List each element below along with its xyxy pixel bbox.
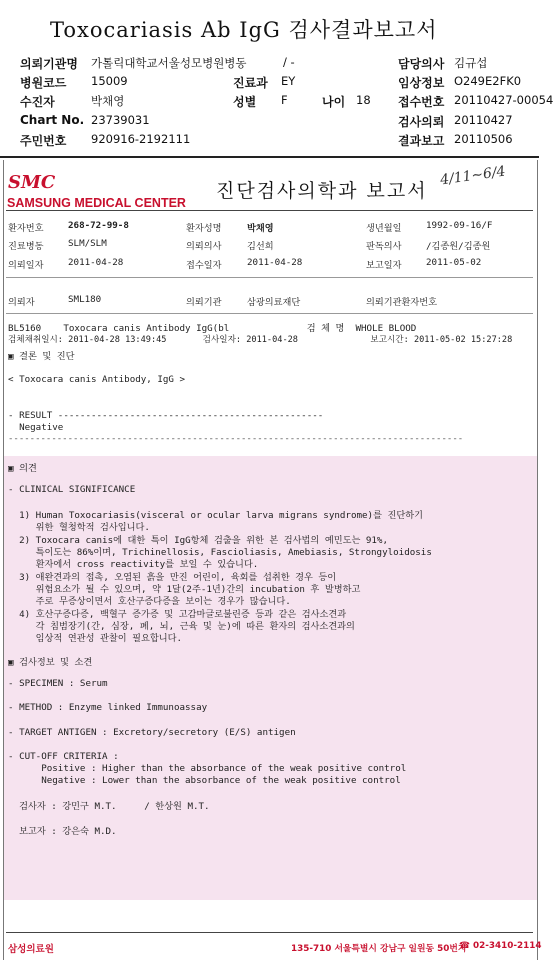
value-receipt-no: 20110427-00054 (454, 93, 553, 107)
test-line: BL5160 Toxocara canis Antibody IgG(bl 검 체 명 WHOLE BLOOD (8, 323, 417, 334)
value-request-date: 2011-04-28 (68, 257, 124, 268)
clinical-line: 임상적 연관성 관찰이 필요합니다. (8, 633, 183, 644)
reporter: 보고자 : 강은숙 M.D. (8, 826, 117, 837)
label-requesting-org: 의뢰기관 (186, 297, 222, 308)
info-rule (6, 277, 533, 278)
value-test-request: 20110427 (454, 113, 513, 127)
label-clinical-info: 임상정보 (398, 76, 445, 90)
clinical-line: 1) Human Toxocariasis(visceral or ocular larva migrans syndrome)를 진단하기 (8, 510, 423, 521)
clinical-line: 4) 호산구증다증, 백혈구 증가증 및 고감마글로불린증 등과 같은 검사소견과 (8, 609, 347, 620)
result-divider: ------------------------------------------------------------------------------------ (8, 434, 464, 444)
value-age: 18 (356, 93, 371, 107)
value-requester: SML180 (68, 294, 102, 305)
label-patient: 수진자 (20, 95, 55, 109)
clinical-line: 3) 애완견과의 접촉, 오염된 흙을 만진 어린이, 육회를 섭취한 경우 등이 (8, 572, 337, 583)
handwritten-note: 4/11~6/4 (439, 163, 507, 189)
footer-phone: ☎ 02-3410-2114 (459, 941, 542, 951)
clinical-line: 환자에서 cross reactivity를 보일 수 있습니다. (8, 559, 259, 570)
clinical-line: 2) Toxocara canis에 대한 특이 IgG항체 검출을 위한 본 검사법의 예민도는 91%, (8, 535, 388, 546)
target-antigen: - TARGET ANTIGEN : Excretory/secretory (E/S) antigen (8, 727, 296, 738)
result-item: < Toxocara canis Antibody, IgG > (8, 374, 186, 385)
clinical-label: - CLINICAL SIGNIFICANCE (8, 484, 136, 495)
label-chart-no: Chart No. (20, 113, 85, 127)
clinical-line: 위험요소가 될 수 있으며, 약 1달(2주-1년)간의 incubation 후 발병하고 (8, 584, 361, 595)
section-opinion: ▣ 의견 (8, 463, 37, 474)
value-department: EY (281, 74, 296, 88)
value-reading-doctor: /김종원/김종원 (426, 241, 491, 252)
label-requesting-doctor: 의뢰의사 (186, 241, 222, 252)
clinical-line: 특이도는 86%이며, Trichinellosis, Fascioliasis, Amebiasis, Strongyloidosis (8, 547, 432, 558)
value-resident-no: 920916-2192111 (91, 132, 191, 146)
value-patient: 박채영 (91, 94, 125, 108)
footer-institution: 삼성의료원 (8, 944, 54, 955)
test-rule (6, 313, 533, 314)
label-reading-doctor: 판독의사 (366, 241, 402, 252)
cutoff-label: - CUT-OFF CRITERIA : (8, 751, 119, 762)
label-department: 진료과 (233, 76, 268, 90)
value-ward-report: SLM/SLM (68, 238, 107, 249)
value-attending-doctor: 김규섭 (454, 56, 488, 70)
summary-header (0, 0, 553, 158)
result-label: - RESULT ------------------------------------------------ (8, 410, 324, 421)
value-sex: F (281, 93, 288, 107)
examiner: 검사자 : 강민구 M.T. / 한상원 M.T. (8, 801, 210, 812)
value-clinical-info: O249E2FK0 (454, 74, 522, 88)
page-title: Toxocariasis Ab IgG 검사결과보고서 (50, 18, 438, 42)
result-value: Negative (8, 422, 64, 433)
clinical-line: 위한 혈청학적 검사입니다. (8, 522, 150, 533)
label-patient-name: 환자성명 (186, 223, 222, 234)
value-requesting-institution: 가톨릭대학교서울성모병원병동 (91, 56, 247, 70)
label-receipt-date: 접수일자 (186, 260, 222, 271)
specimen: - SPECIMEN : Serum (8, 678, 108, 689)
value-birth: 1992-09-16/F (426, 220, 493, 231)
value-patient-no: 268-72-99-8 (68, 220, 129, 231)
times-line: 검체채취일시: 2011-04-28 13:49:45 검사일자: 2011-04-28 보고시간: 2011-05-02 15:27:28 (8, 335, 513, 345)
label-requesting-institution: 의뢰기관명 (20, 57, 78, 71)
title-rule (6, 210, 533, 211)
label-request-date: 의뢰일자 (8, 260, 44, 271)
section-result: ▣ 결론 및 진단 (8, 351, 75, 362)
value-result-report: 20110506 (454, 132, 513, 146)
header-divider (0, 156, 539, 158)
value-receipt-date: 2011-04-28 (247, 257, 303, 268)
smc-logo: SMC (8, 172, 56, 193)
label-hospital-code: 병원코드 (20, 76, 67, 90)
label-resident-no: 주민번호 (20, 134, 67, 148)
value-requesting-doctor: 김선희 (247, 241, 274, 252)
scanned-report (3, 160, 542, 960)
value-requesting-org: 삼광의료재단 (247, 297, 301, 308)
label-patient-no: 환자번호 (8, 223, 44, 234)
footer-rule (6, 932, 533, 933)
label-receipt-no: 접수번호 (398, 95, 445, 109)
label-result-report: 결과보고 (398, 134, 445, 148)
value-hospital-code: 15009 (91, 74, 128, 88)
section-test-info: ▣ 검사정보 및 소견 (8, 657, 93, 668)
value-patient-name: 박채영 (247, 223, 274, 234)
label-birth: 생년월일 (366, 223, 402, 234)
label-report-date: 보고일자 (366, 260, 402, 271)
cutoff-negative: Negative : Lower than the absorbance of the weak positive control (8, 775, 401, 786)
label-attending-doctor: 담당의사 (398, 57, 445, 71)
label-sex: 성별 (233, 95, 257, 109)
label-ward: 진료병동 (8, 241, 44, 252)
cutoff-positive: Positive : Higher than the absorbance of the weak positive control (8, 763, 407, 774)
value-ward: / - (283, 55, 295, 69)
report-title: 진단검사의학과 보고서 (216, 180, 428, 202)
label-age: 나이 (322, 95, 346, 109)
clinical-line: 주로 무증상이면서 호산구증다증을 보이는 경우가 많습니다. (8, 596, 291, 607)
value-chart-no: 23739031 (91, 113, 150, 127)
label-requester: 의뢰자 (8, 297, 35, 308)
hospital-name: SAMSUNG MEDICAL CENTER (7, 196, 186, 210)
value-report-date: 2011-05-02 (426, 257, 482, 268)
label-test-request: 검사의뢰 (398, 115, 445, 129)
label-org-patient-no: 의뢰기관환자번호 (366, 297, 438, 308)
footer-address: 135-710 서울특별시 강남구 일원동 50번지 (291, 944, 467, 954)
clinical-line: 각 침범장기(간, 심장, 폐, 뇌, 근육 및 눈)에 따른 환자의 검사소견과의 (8, 621, 355, 632)
method: - METHOD : Enzyme linked Immunoassay (8, 702, 208, 713)
